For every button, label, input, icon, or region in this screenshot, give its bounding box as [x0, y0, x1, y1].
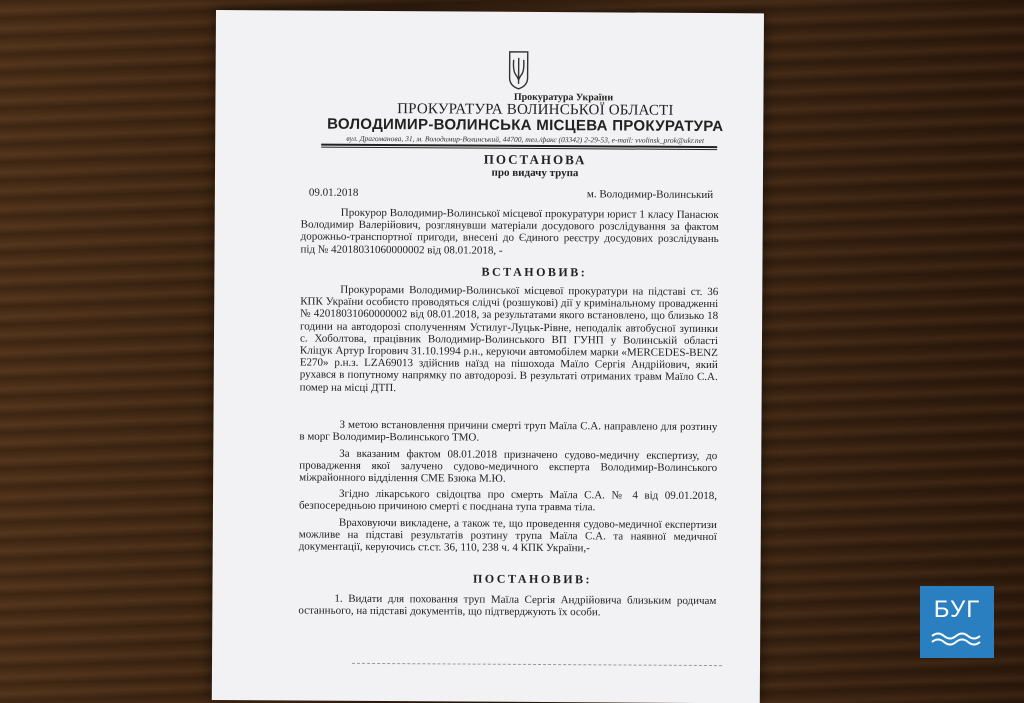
wave-icon: [930, 630, 984, 646]
logo-text: БУГ: [933, 596, 981, 623]
header-local: ВОЛОДИМИР-ВОЛИНСЬКА МІСЦЕВА ПРОКУРАТУРА: [327, 115, 724, 136]
document-subtitle: про видачу трупа: [491, 166, 579, 180]
document-title: ПОСТАНОВА: [483, 151, 587, 168]
established-paragraph-1: Прокурорами Володимир-Волинської місцевої прокуратури на підставі ст. 36 КПК України особисто проводяться слідчі (розшукові) дії у кримінальному провадженні № 42018031060000002 від 08.01.2018, за результатами якого встановлено, що близько 18 години на автодорозі сполученням Устилуг-Луцьк-Рівне, неподалік автобусної зупинки с. Хоболтова, працівник Володимир-Волинського ВП ГУНП у Волинській області Кліцук Артур Ігорович 31.10.1994 р.н., керуючи автомобілем марки «MERCEDES-BENZ E270» р.н.з. LZA69013 здійснив наїзд на пішохода Маїло Сергія Андрійович, який рухався в попутному напрямку по автодорозі. В результаті отриманих травм Маїло С.А. помер на місці ДТП.: [299, 283, 719, 394]
established-paragraph-2: З метою встановлення причини смерті труп Маїла С.А. направлено для розтину в морг Володимир-Волинського ТМО.: [299, 418, 718, 444]
header-regional: ПРОКУРАТУРА ВОЛИНСЬКОЇ ОБЛАСТІ: [397, 101, 674, 119]
footer-line: [352, 663, 722, 666]
header-address: вул. Драгоманова, 31, м. Володимир-Волинський, 44700, тел./факс (03342) 2-29-53, e-mail: vvolinsk_prok@ukr.net: [346, 133, 705, 145]
document-page: [212, 10, 764, 703]
trident-emblem-icon: [506, 50, 532, 90]
established-paragraph-5: Враховуючи викладене, а також те, що проведення судово-медичної експертизи можливе на підставі результатів розтину трупа Маїла С.А. та наявної медичної документації, керуючись ст.ст. 36, 110, 238 ч. 4 КПК України,-: [298, 516, 717, 555]
established-heading: ВСТАНОВИВ:: [481, 264, 588, 280]
established-paragraph-3: За вказаним фактом 08.01.2018 призначено судово-медичну експертизу, до провадження якої залучено судово-медичного експерта Володимир-Волинського міжрайонного відділення СМЕ Бзюка М.Ю.: [299, 447, 718, 486]
document-city: м. Володимир-Волинський: [586, 188, 714, 202]
bug-watermark-logo: [920, 586, 994, 658]
header-ukraine: Прокуратура України: [513, 91, 614, 104]
resolved-paragraph-1: 1. Видати для поховання труп Маїла Сергія Андрійовича близьким родичам останнього, на підставі документів, що підтверджують їх особи.: [298, 592, 717, 619]
intro-paragraph: Прокурор Володимир-Волинської місцевої прокуратури юрист 1 класу Панасюк Володимир Валерійович, розглянувши матеріали досудового розслідування за фактом дорожньо-транспортної пригоди, внесені до Єдиного реєстру досудових розслідувань під № 42018031060000002 від 08.01.2018, -: [300, 206, 719, 257]
document-date: 09.01.2018: [308, 186, 359, 199]
established-paragraph-4: Згідно лікарського свідоцтва про смерть Маїла С.А. № 4 від 09.01.2018, безпосередньою причиною смерті є поєднана тупа травма тіла.: [298, 487, 718, 514]
resolved-heading: ПОСТАНОВИВ:: [472, 571, 593, 587]
